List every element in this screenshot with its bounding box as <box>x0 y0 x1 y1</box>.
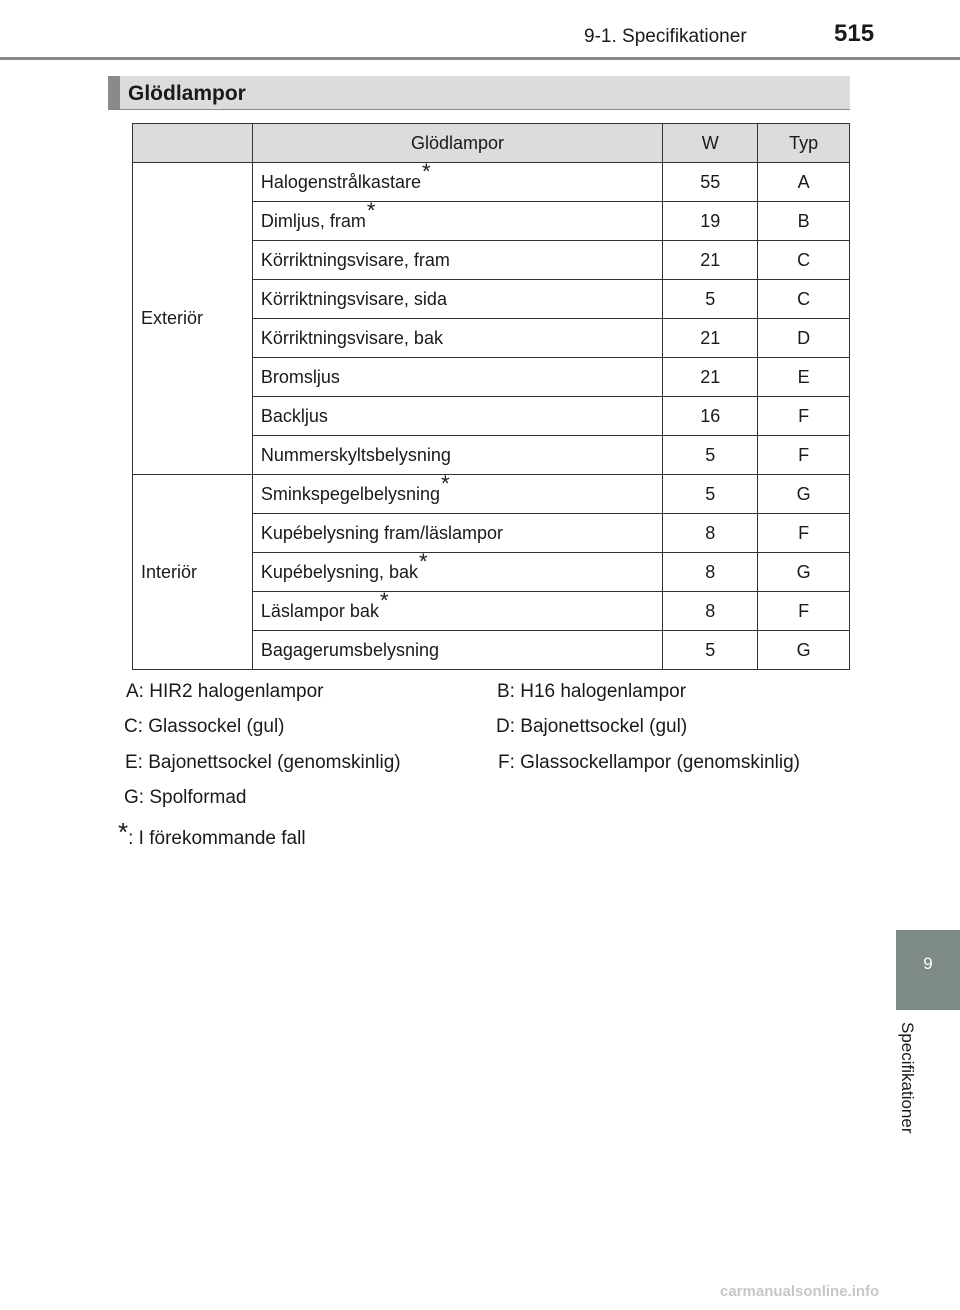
bulb-name: Körriktningsvisare, bak <box>260 327 443 348</box>
legend-d: D: Bajonettsockel (gul) <box>496 716 688 737</box>
bulb-name: Kupébelysning fram/läslampor <box>260 522 503 543</box>
watt-cell: 8 <box>663 514 758 553</box>
bulb-name: Dimljus, fram <box>260 210 366 231</box>
watt-cell: 5 <box>663 631 758 670</box>
footnote-asterisk: * <box>118 817 129 847</box>
type-cell: D <box>758 319 850 358</box>
bulb-name: Sminkspegelbelysning <box>260 483 440 504</box>
type-cell: G <box>758 631 850 670</box>
table-row <box>133 163 850 202</box>
bulb-name: Halogenstrålkastare <box>260 171 421 192</box>
footnote <box>118 817 306 851</box>
type-cell: C <box>758 280 850 319</box>
bulb-name-cell <box>252 358 662 397</box>
column-header-watt: W <box>663 124 758 163</box>
legend-c: C: Glassockel (gul) <box>124 716 285 737</box>
watt-cell: 16 <box>663 397 758 436</box>
legend-g: G: Spolformad <box>124 787 247 808</box>
type-cell: F <box>758 436 850 475</box>
footnote-marker: * <box>421 158 431 184</box>
watt-cell: 21 <box>663 319 758 358</box>
type-cell: A <box>758 163 850 202</box>
bulb-name: Bromsljus <box>260 366 340 387</box>
bulb-table <box>132 123 850 670</box>
type-cell: E <box>758 358 850 397</box>
page-number: 515 <box>834 20 875 47</box>
legend-e: E: Bajonettsockel (genomskinlig) <box>125 752 401 773</box>
bulb-name-cell <box>252 548 662 592</box>
bulb-name-cell <box>252 436 662 475</box>
bulb-name-cell <box>252 319 662 358</box>
chapter-tab <box>896 930 960 1010</box>
bulb-name-cell <box>252 631 662 670</box>
watt-cell: 19 <box>663 202 758 241</box>
bulb-name: Bagagerumsbelysning <box>260 639 439 660</box>
bulb-name-cell <box>252 587 662 631</box>
bulb-name: Nummerskyltsbelysning <box>260 444 451 465</box>
category-cell: Interiör <box>133 475 253 670</box>
type-cell: G <box>758 553 850 592</box>
watermark: carmanualsonline.info <box>720 1283 880 1300</box>
type-cell: F <box>758 397 850 436</box>
bulb-name-cell <box>252 241 662 280</box>
bulb-name: Kupébelysning, bak <box>260 561 418 582</box>
bulb-name-cell <box>252 470 662 514</box>
watt-cell: 55 <box>663 163 758 202</box>
bulb-name: Körriktningsvisare, fram <box>260 249 450 270</box>
column-header-bulbs: Glödlampor <box>252 124 662 163</box>
bulb-name: Läslampor bak <box>260 600 379 621</box>
watt-cell: 21 <box>663 358 758 397</box>
watt-cell: 5 <box>663 280 758 319</box>
column-header-category <box>133 124 253 163</box>
type-cell: F <box>758 592 850 631</box>
header-divider <box>0 57 960 60</box>
legend-f: F: Glassockellampor (genomskinlig) <box>498 752 800 773</box>
watt-cell: 8 <box>663 592 758 631</box>
legend-b: B: H16 halogenlampor <box>497 681 687 702</box>
bulb-name: Backljus <box>260 405 328 426</box>
footnote-text: : I förekommande fall <box>128 828 306 849</box>
table-body <box>133 158 850 670</box>
section-heading <box>108 76 850 110</box>
footnote-marker: * <box>419 548 428 574</box>
watt-cell: 5 <box>663 475 758 514</box>
watt-cell: 21 <box>663 241 758 280</box>
bulb-name-cell <box>252 197 662 241</box>
type-cell: G <box>758 475 850 514</box>
legend-a: A: HIR2 halogenlampor <box>126 681 324 702</box>
running-header: 9-1. Specifikationer <box>584 26 747 47</box>
chapter-number: 9 <box>923 954 933 973</box>
column-header-type: Typ <box>758 124 850 163</box>
bulb-name-cell <box>252 514 662 553</box>
category-cell: Exteriör <box>133 163 253 475</box>
bulb-name-cell <box>252 280 662 319</box>
section-title: Glödlampor <box>128 82 246 105</box>
type-cell: C <box>758 241 850 280</box>
watt-cell: 5 <box>663 436 758 475</box>
watt-cell: 8 <box>663 553 758 592</box>
type-cell: F <box>758 514 850 553</box>
table-row <box>133 475 850 514</box>
bulb-name-cell <box>252 158 662 202</box>
table-header-row <box>133 124 850 163</box>
type-cell: B <box>758 202 850 241</box>
footnote-marker: * <box>440 470 450 496</box>
bulb-name: Körriktningsvisare, sida <box>260 288 447 309</box>
chapter-label: Specifikationer <box>898 1022 917 1134</box>
bulb-name-cell <box>252 397 662 436</box>
footnote-marker: * <box>379 587 389 613</box>
footnote-marker: * <box>366 197 376 223</box>
